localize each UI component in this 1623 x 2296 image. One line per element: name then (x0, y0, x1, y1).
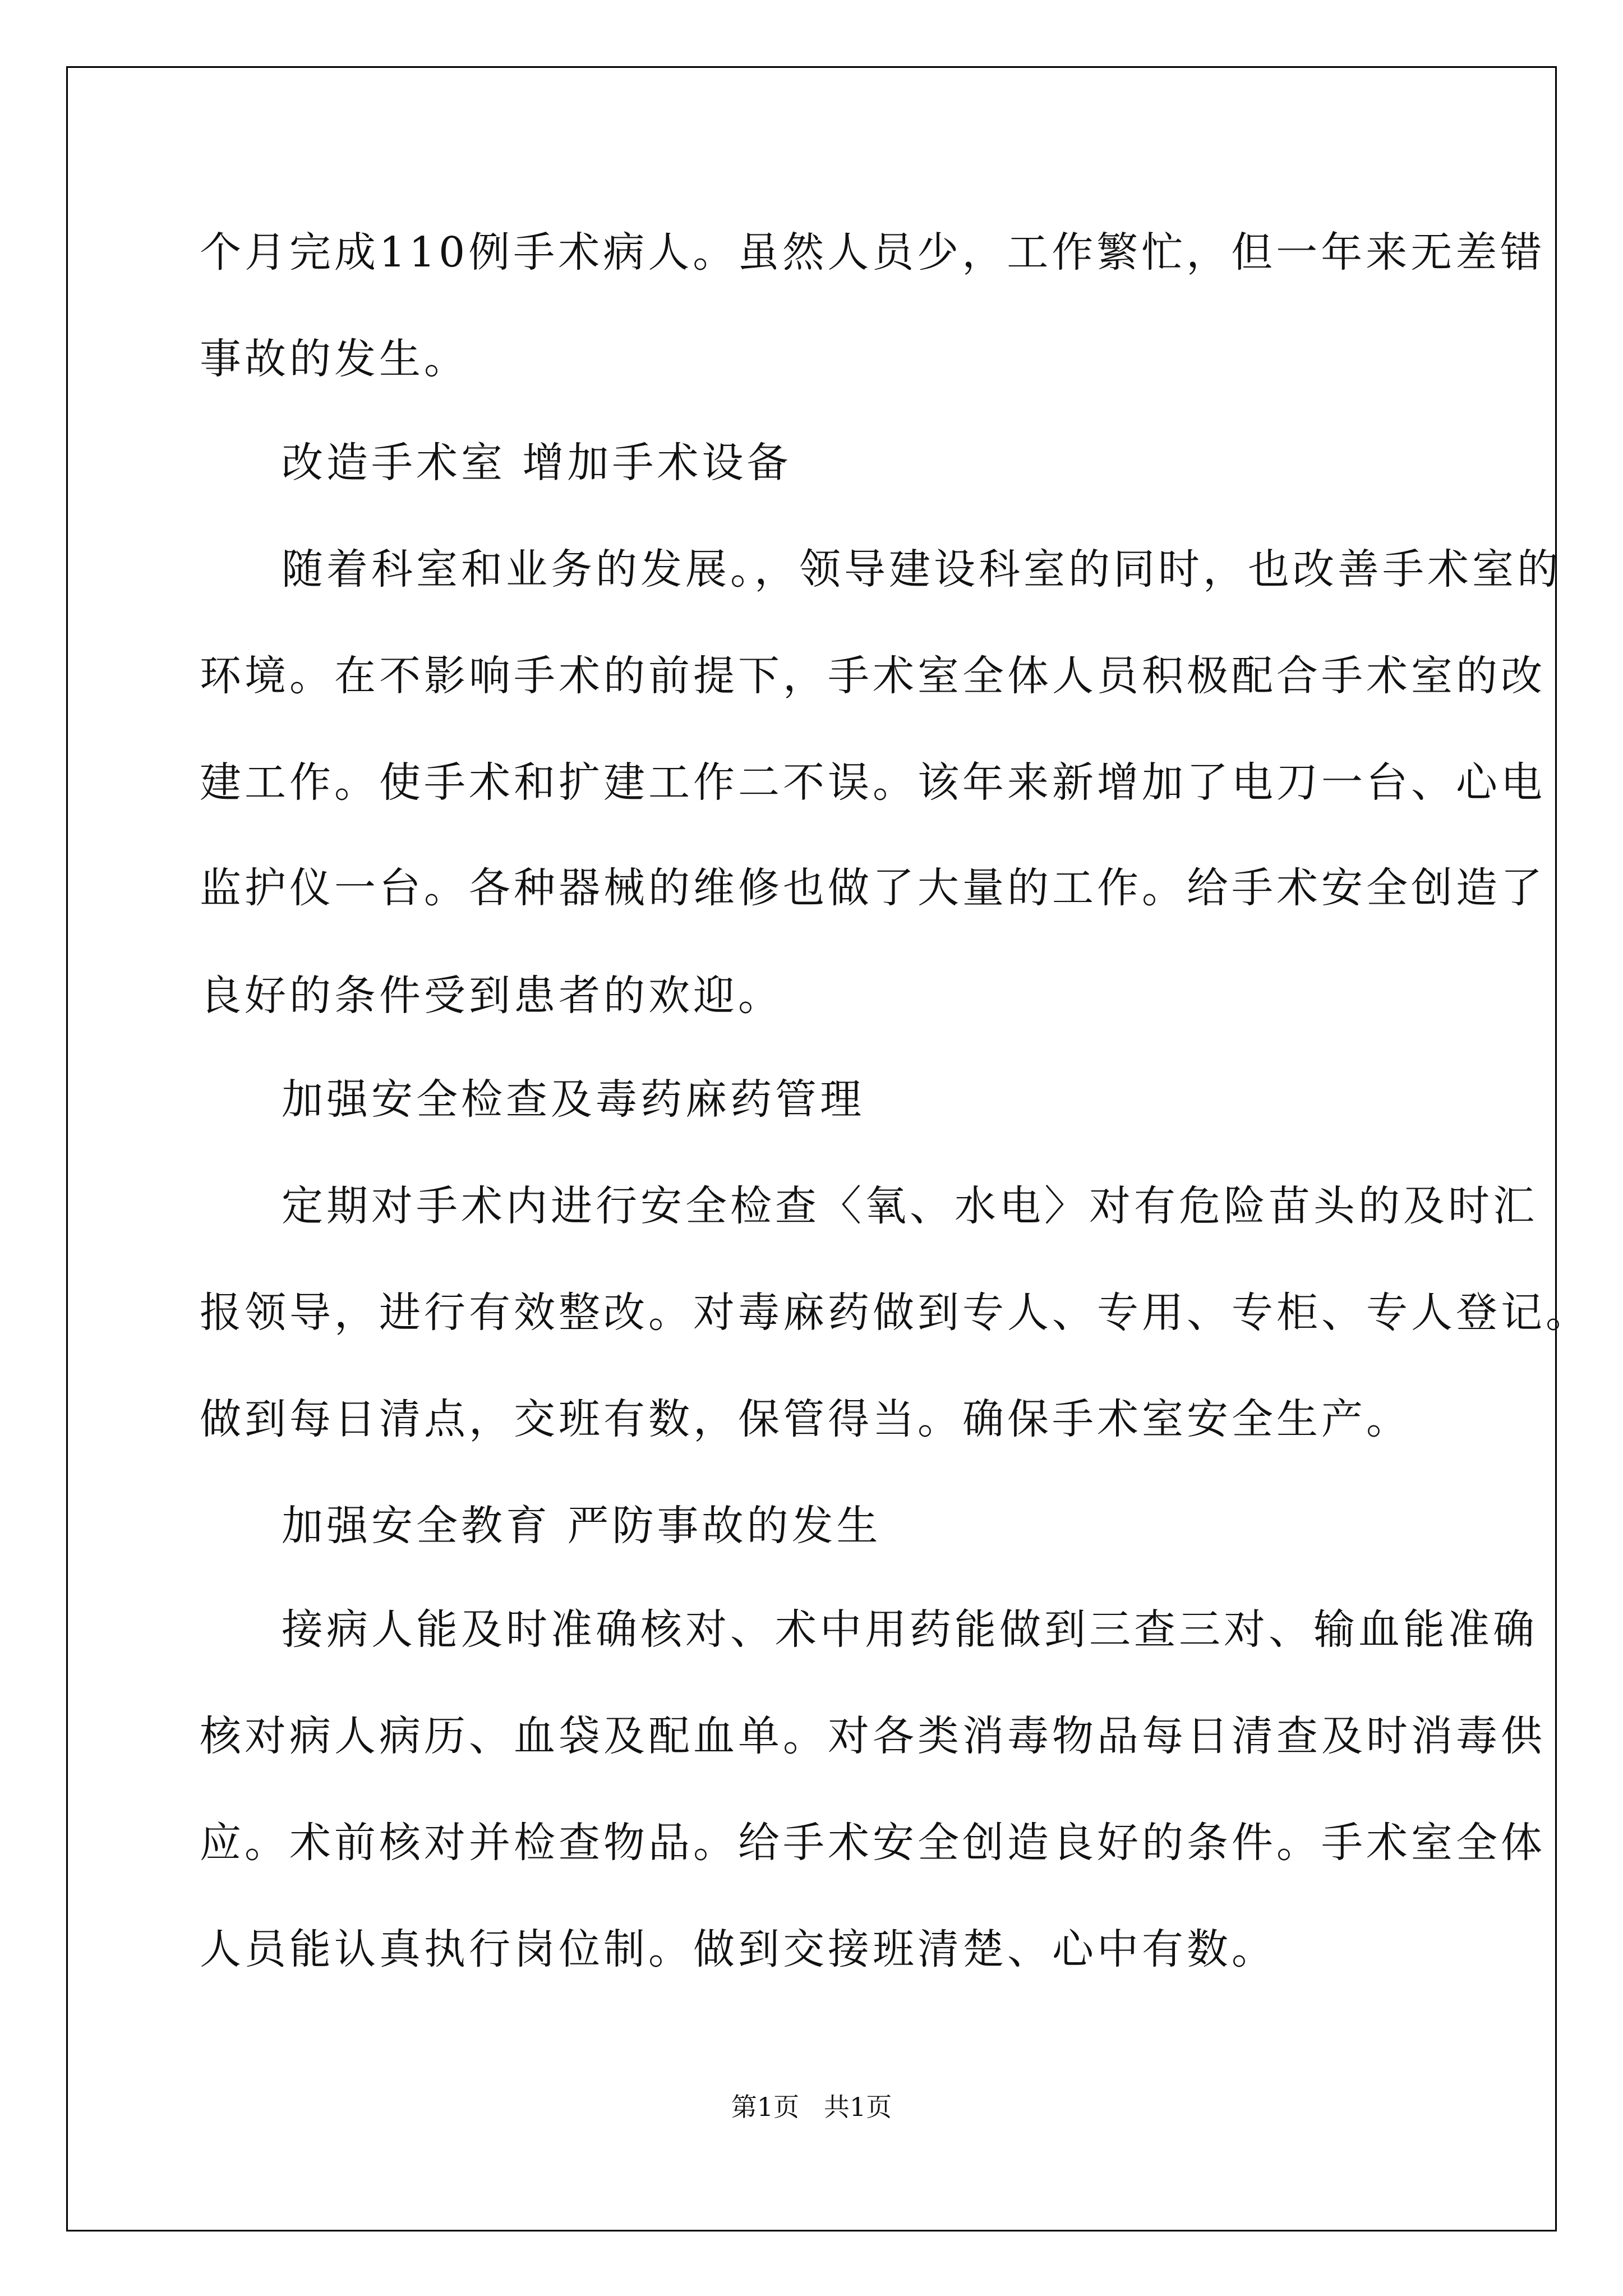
body-text-line: 人员能认真执行岗位制。做到交接班清楚、心中有数。 (200, 1925, 1276, 1973)
body-text-line: 做到每日清点，交班有数，保管得当。确保手术室安全生产。 (200, 1395, 1411, 1443)
body-text-line: 环境。在不影响手术的前提下，手术室全体人员积极配合手术室的改 (200, 652, 1546, 700)
body-text-line: 核对病人病历、血袋及配血单。对各类消毒物品每日清查及时消毒供 (200, 1712, 1546, 1760)
body-text-line: 应。术前核对并检查物品。给手术安全创造良好的条件。手术室全体 (200, 1819, 1546, 1867)
page-number: 第1页 共1页 (731, 2092, 892, 2122)
body-text-line: 接病人能及时准确核对、术中用药能做到三查三对、输血能准确 (282, 1605, 1538, 1654)
section-heading: 加强安全检查及毒药麻药管理 (282, 1075, 865, 1124)
section-heading: 加强安全教育 严防事故的发生 (282, 1502, 882, 1550)
body-text-line: 定期对手术内进行安全检查〈氧、水电〉对有危险苗头的及时汇 (282, 1182, 1538, 1230)
body-text-line: 监护仪一台。各种器械的维修也做了大量的工作。给手术安全创造了 (200, 864, 1546, 912)
body-text-line: 事故的发生。 (200, 335, 469, 383)
body-text-line: 报领导，进行有效整改。对毒麻药做到专人、专用、专柜、专人登记。 (200, 1289, 1590, 1337)
body-text-line: 个月完成110例手术病人。虽然人员少，工作繁忙，但一年来无差错 (200, 228, 1546, 277)
body-text-line: 建工作。使手术和扩建工作二不误。该年来新增加了电刀一台、心电 (200, 758, 1546, 807)
body-text-line: 随着科室和业务的发展。，领导建设科室的同时，也改善手术室的 (282, 545, 1562, 593)
page-border (66, 66, 1557, 2231)
section-heading: 改造手术室 增加手术设备 (282, 439, 792, 487)
body-text-line: 良好的条件受到患者的欢迎。 (200, 972, 783, 1020)
